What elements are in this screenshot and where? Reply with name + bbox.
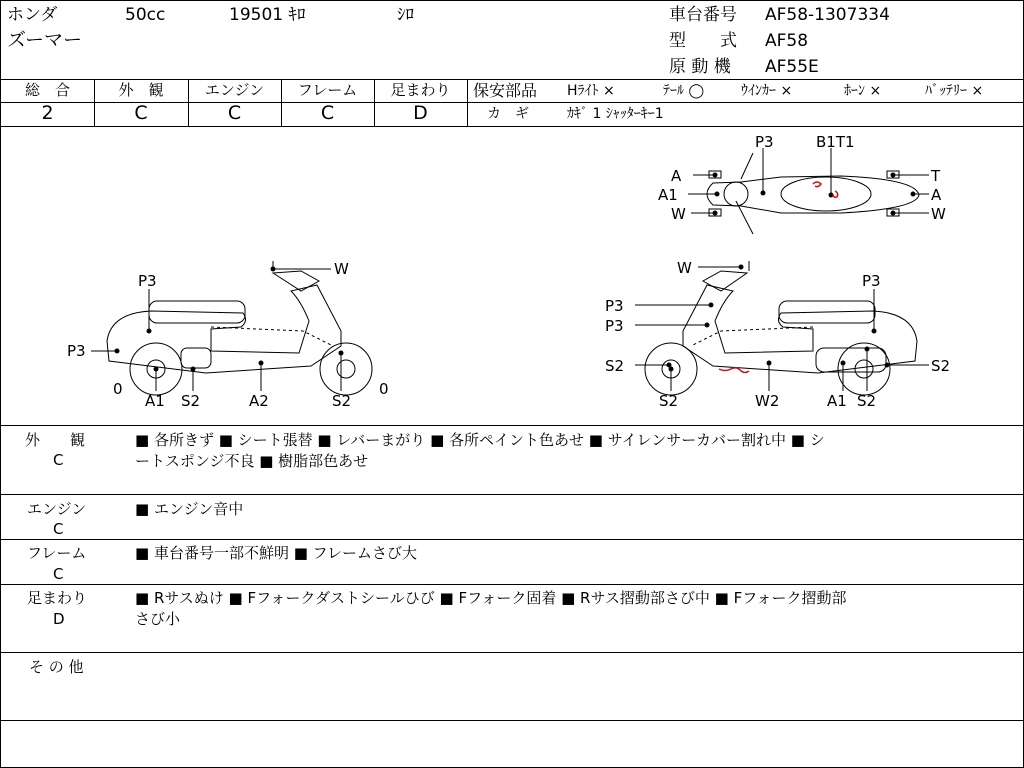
suspension-comment-line2: さび小 [135, 610, 181, 628]
damage-dots [115, 173, 916, 372]
maker: ホンダ [7, 5, 58, 25]
suspension-comment-label: 足まわり [27, 589, 88, 607]
safety-battery: ﾊﾞｯﾃﾘｰ × [925, 83, 984, 99]
label-top-w: W [671, 205, 686, 223]
frame-comment-text: ■ 車台番号一部不鮮明 ■ フレームさび大 [135, 544, 418, 562]
engine-comment-text: ■ エンジン音中 [135, 500, 244, 518]
label-top-a1: A1 [658, 186, 678, 204]
engine-comment-grade: C [53, 520, 64, 538]
safety-tail: ﾃｰﾙ ◯ [663, 83, 705, 99]
label-right-p3-seat: P3 [862, 272, 881, 290]
label-left-a1: A1 [145, 392, 165, 410]
model-name: ズーマー [7, 29, 83, 51]
label-top-b1t1: B1T1 [816, 133, 855, 151]
label-right-w: W [677, 259, 692, 277]
divider [1, 102, 1023, 103]
damage-diagram [1, 127, 1023, 425]
label-top-a-right: A [931, 186, 942, 204]
type-value: AF58 [765, 31, 809, 51]
label-top-a: A [671, 167, 682, 185]
suspension-comment-grade: D [53, 610, 65, 628]
divider [467, 79, 468, 126]
label-left-0-front: 0 [379, 380, 389, 398]
label-right-s2-front: S2 [659, 392, 679, 410]
label-left-p3-rear: P3 [67, 342, 86, 360]
divider [1, 425, 1023, 426]
frame-no-label: 車台番号 [669, 5, 737, 25]
suspension-grade: D [413, 102, 428, 124]
overall-label: 総 合 [24, 81, 70, 99]
engine-grade-label: エンジン [204, 81, 265, 99]
exterior-comment-line2: ートスポンジ不良 ■ 樹脂部色あせ [135, 452, 369, 470]
label-right-w2: W2 [755, 392, 780, 410]
label-left-s2: S2 [181, 392, 201, 410]
label-right-s2-rear: S2 [857, 392, 877, 410]
engine-label: 原 動 機 [669, 57, 731, 77]
exterior-label: 外 観 [118, 81, 164, 99]
top-view-scooter [707, 153, 919, 234]
label-right-s2-side: S2 [931, 357, 951, 375]
engine-comment-label: エンジン [27, 500, 87, 518]
label-left-p3-seat: P3 [138, 272, 157, 290]
exterior-comment-label: 外 観 [25, 431, 86, 449]
other-comment-label: そ の 他 [29, 658, 84, 676]
label-right-s2: S2 [605, 357, 625, 375]
divider [1, 539, 1023, 540]
label-left-a2: A2 [249, 392, 269, 410]
label-right-a1: A1 [827, 392, 847, 410]
key-label: カ ギ [487, 106, 529, 122]
divider [1, 79, 1023, 80]
label-top-t: T [931, 167, 941, 185]
engine-grade: C [227, 102, 242, 124]
key-value: ｶｷﾞ 1 ｼｬｯﾀｰｷｰ1 [567, 106, 664, 122]
body-color: ｼﾛ [397, 5, 414, 25]
label-top-p3: P3 [755, 133, 774, 151]
divider [1, 494, 1023, 495]
label-left-0: 0 [113, 380, 123, 398]
suspension-comment-line1: ■ Rサスぬけ ■ Fフォークダストシールひび ■ Fフォーク固着 ■ Rサス摺動部さび中 ■ Fフォーク摺動部 [135, 589, 847, 607]
frame-comment-grade: C [53, 565, 64, 583]
label-top-w-right: W [931, 205, 946, 223]
safety-winker: ｳｲﾝｶｰ × [741, 83, 793, 99]
overall-grade: 2 [41, 102, 54, 124]
suspension-grade-label: 足まわり [390, 81, 451, 99]
label-right-p3-b: P3 [605, 317, 624, 335]
divider [1, 584, 1023, 585]
mileage: 19501 ｷﾛ [229, 5, 306, 25]
type-label: 型 式 [669, 31, 737, 51]
frame-grade-label: フレーム [297, 81, 358, 99]
safety-headlight: Hﾗｲﾄ × [567, 83, 615, 99]
displacement: 50cc [125, 5, 166, 25]
leader-lines [91, 148, 929, 391]
safety-label: 保安部品 [473, 81, 538, 100]
frame-no: AF58-1307334 [765, 5, 890, 25]
divider [1, 652, 1023, 653]
label-left-s2-front: S2 [332, 392, 352, 410]
frame-comment-label: フレーム [27, 544, 87, 562]
exterior-comment-line1: ■ 各所きず ■ シート張替 ■ レバーまがり ■ 各所ペイント色あせ ■ サイレンサーカバー割れ中 ■ シ [135, 431, 825, 449]
label-left-w: W [334, 260, 349, 278]
exterior-grade: C [134, 102, 148, 124]
label-right-p3-a: P3 [605, 297, 624, 315]
safety-horn: ﾎｰﾝ × [844, 83, 882, 99]
frame-grade: C [320, 102, 335, 124]
engine-value: AF55E [765, 57, 819, 77]
exterior-comment-grade: C [53, 451, 64, 469]
divider [1, 720, 1023, 721]
